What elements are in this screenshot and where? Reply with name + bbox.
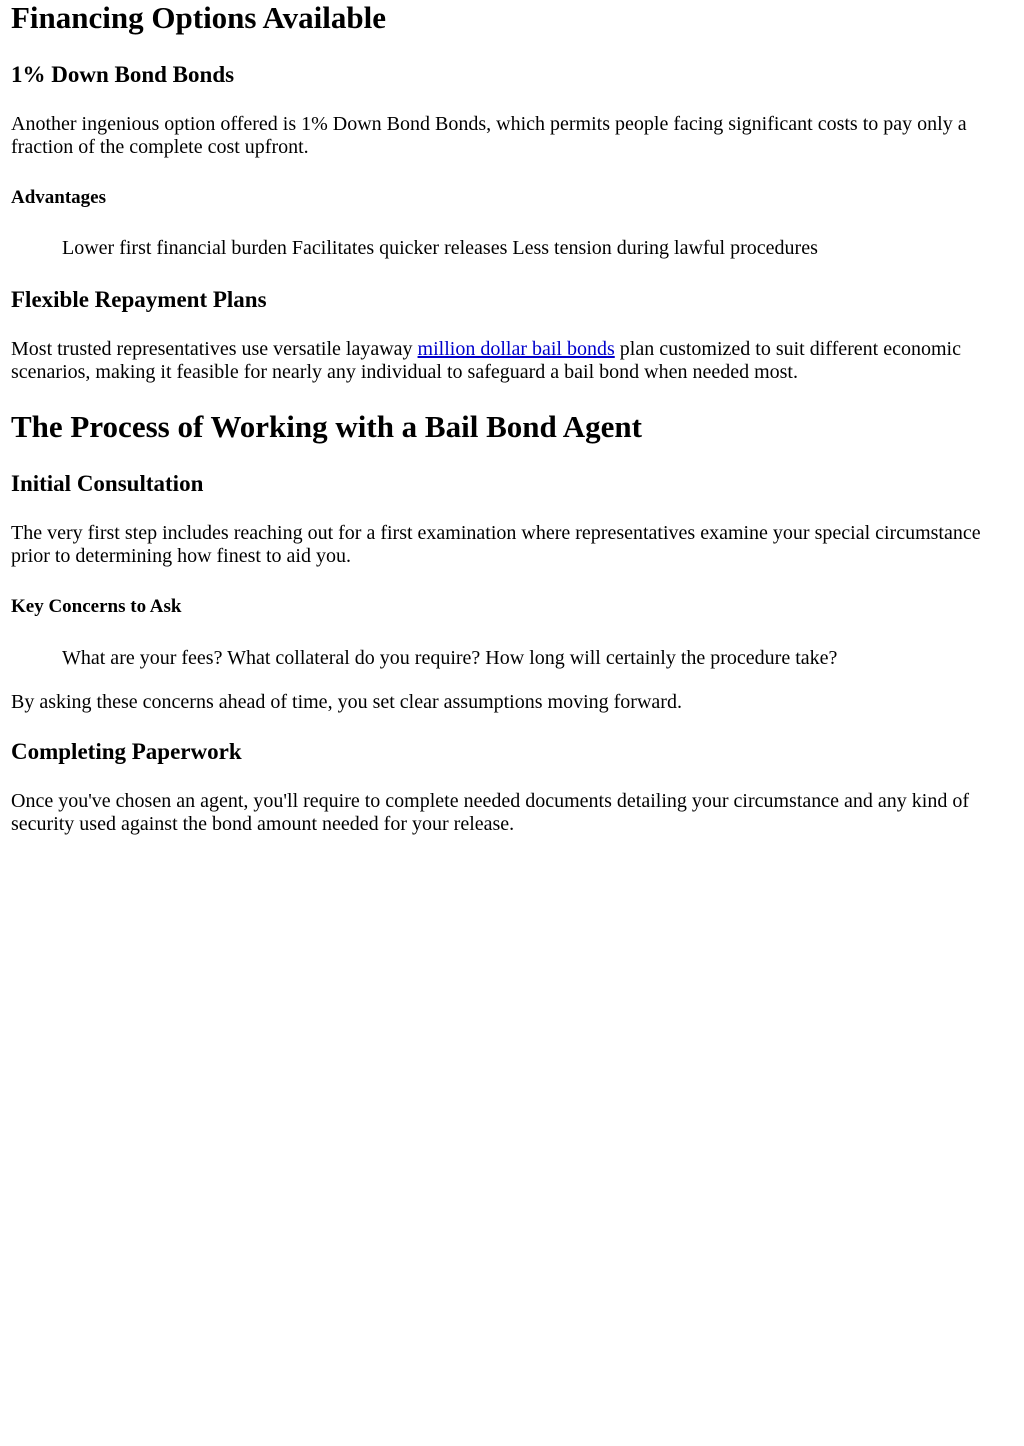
heading-process: The Process of Working with a Bail Bond Agent [11, 409, 642, 444]
advantages-list: Lower first financial burden Facilitates quicker releases Less tension during lawful procedures [62, 237, 818, 259]
repayment-text-after-link: plan customized to suit different economic scenarios, making it feasible for nearly any individual to safeguard a bail bond when needed most. [11, 338, 961, 383]
heading-down-bond-bonds: 1% Down Bond Bonds [11, 62, 235, 87]
heading-flexible-repayment: Flexible Repayment Plans [11, 287, 267, 312]
heading-advantages: Advantages [11, 187, 107, 208]
million-dollar-bail-bonds-link[interactable]: million dollar bail bonds [417, 338, 615, 360]
repayment-text-before-link: Most trusted representatives use versatile layaway [11, 338, 418, 360]
paragraph-flexible-repayment [11, 338, 1011, 384]
heading-financing-options: Financing Options Available [11, 0, 386, 35]
heading-completing-paperwork: Completing Paperwork [11, 739, 242, 764]
paragraph-completing-paperwork: Once you've chosen an agent, you'll require to complete needed documents detailing your circumstance and any kind of security used against the bond amount needed for your release. [11, 790, 969, 835]
heading-initial-consultation: Initial Consultation [11, 471, 204, 496]
questions-list: What are your fees? What collateral do you require? How long will certainly the procedure take? [62, 647, 838, 669]
paragraph-closing: By asking these concerns ahead of time, you set clear assumptions moving forward. [11, 691, 682, 713]
paragraph-initial-consultation: The very first step includes reaching out for a first examination where representatives examine your special circumstance prior to determining how finest to aid you. [11, 522, 981, 567]
heading-key-concerns: Key Concerns to Ask [11, 596, 182, 617]
paragraph-down-bond: Another ingenious option offered is 1% Down Bond Bonds, which permits people facing significant costs to pay only a fraction of the complete cost upfront. [11, 113, 967, 158]
